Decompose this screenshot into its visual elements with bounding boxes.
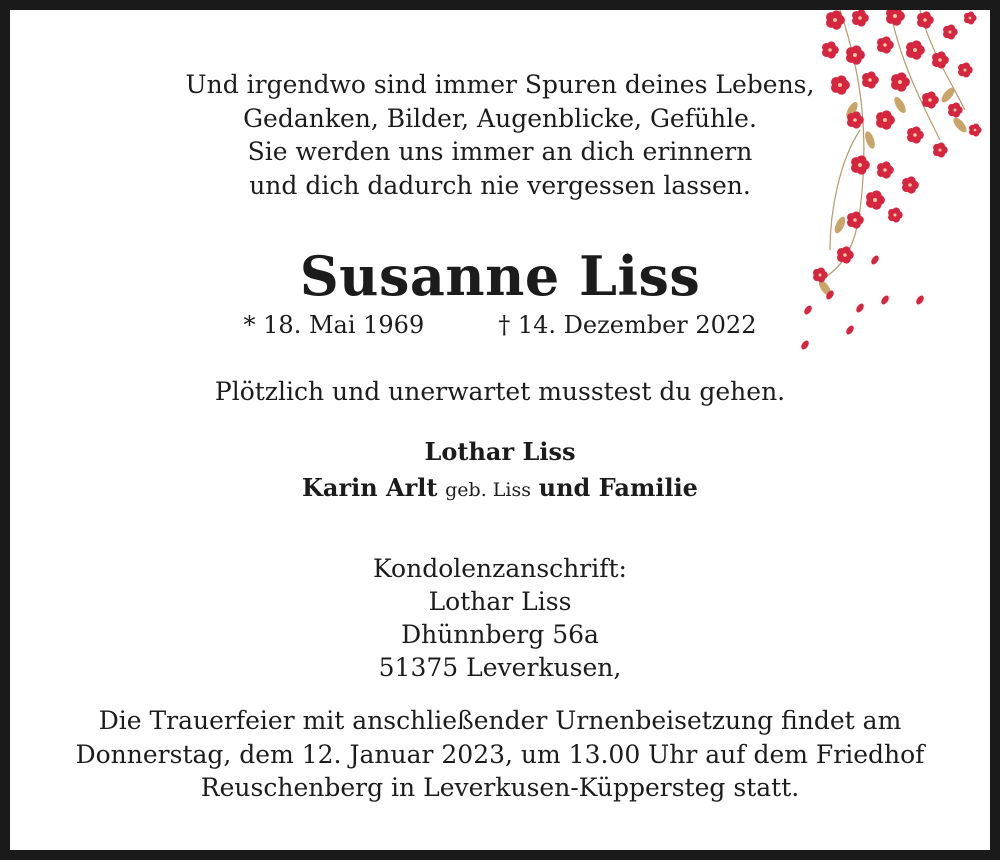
blossom-flower: [917, 11, 934, 28]
blossom-flower: [826, 10, 845, 29]
condolence-street: Dhünnberg 56a: [401, 620, 599, 649]
condolence-city: 51375 Leverkusen,: [378, 653, 622, 682]
deceased-name: Susanne Liss: [299, 244, 701, 308]
condolence-heading: Kondolenzanschrift:: [373, 554, 627, 583]
falling-petal: [800, 339, 810, 351]
maiden-name: geb. Liss: [445, 479, 531, 501]
condolence-name: Lothar Liss: [428, 587, 572, 616]
family-member: Karin Arlt: [302, 473, 438, 502]
funeral-service-info: [10, 704, 990, 805]
service-line: Die Trauerfeier mit anschließender Urnenbeisetzung findet am: [98, 706, 902, 735]
service-line: Reuschenberg in Leverkusen-Küppersteg statt.: [200, 773, 800, 802]
condolence-address: [10, 552, 990, 684]
life-dates: [10, 310, 990, 340]
family-signatures: [10, 434, 990, 508]
blossom-flower: [888, 207, 903, 222]
poem-line: Sie werden uns immer an dich erinnern: [247, 137, 753, 166]
blossom-flower: [846, 45, 865, 64]
poem: [10, 68, 990, 202]
blossom-flower: [886, 10, 905, 26]
blossom-flower: [847, 211, 864, 228]
poem-line: Gedanken, Bilder, Augenblicke, Gefühle.: [243, 103, 757, 133]
blossom-flower: [877, 36, 894, 53]
service-line: Donnerstag, dem 12. Januar 2023, um 13.00 Uhr auf dem Friedhof: [75, 739, 925, 769]
family-suffix: und Familie: [538, 473, 698, 502]
obituary-card: [10, 10, 990, 850]
farewell-message: Plötzlich und unerwartet musstest du gehen.: [214, 377, 786, 406]
poem-line: und dich dadurch nie vergessen lassen.: [249, 170, 751, 200]
death-date: † 14. Dezember 2022: [498, 311, 757, 339]
blossom-flower: [964, 12, 977, 25]
family-member: Lothar Liss: [424, 437, 576, 466]
blossom-flower: [932, 51, 949, 68]
poem-line: Und irgendwo sind immer Spuren deines Lebens,: [185, 70, 815, 99]
blossom-flower: [852, 10, 869, 27]
blossom-flower: [943, 24, 958, 39]
birth-date: * 18. Mai 1969: [243, 311, 425, 339]
blossom-flower: [906, 40, 925, 59]
blossom-flower: [822, 41, 839, 58]
family-line: [10, 470, 990, 508]
